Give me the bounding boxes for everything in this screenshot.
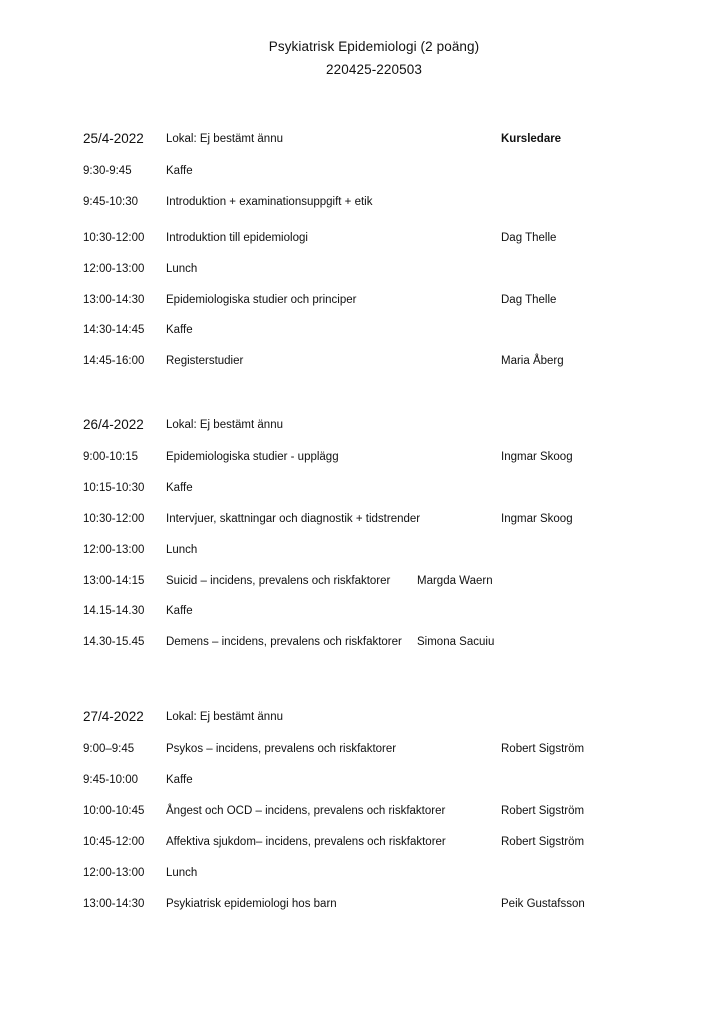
session-time: 10:15-10:30 xyxy=(83,482,145,494)
session-activity: Kaffe xyxy=(166,165,193,177)
schedule-row xyxy=(0,228,715,248)
session-leader: Dag Thelle xyxy=(501,294,557,306)
day-header xyxy=(0,707,715,727)
session-leader: Robert Sigström xyxy=(501,836,585,848)
schedule-row xyxy=(0,540,715,560)
session-leader: Simona Sacuiu xyxy=(417,636,495,648)
schedule-row xyxy=(0,290,715,310)
session-activity: Psykos – incidens, prevalens och riskfaktorer xyxy=(166,743,397,755)
day-date: 25/4-2022 xyxy=(83,131,144,146)
day-location: Lokal: Ej bestämt ännu xyxy=(166,133,283,145)
leader-column-header: Kursledare xyxy=(501,133,562,145)
session-activity: Lunch xyxy=(166,867,198,879)
session-activity: Lunch xyxy=(166,544,198,556)
schedule-row xyxy=(0,863,715,883)
schedule-row xyxy=(0,632,715,652)
session-leader: Margda Waern xyxy=(417,575,493,587)
session-activity: Kaffe xyxy=(166,482,193,494)
schedule-row xyxy=(0,894,715,914)
session-activity: Intervjuer, skattningar och diagnostik + tidstrender xyxy=(166,513,421,525)
session-time: 10:00-10:45 xyxy=(83,805,145,817)
session-activity: Introduktion + examinationsuppgift + etik xyxy=(166,196,373,208)
session-time: 12:00-13:00 xyxy=(83,867,145,879)
document-title: Psykiatrisk Epidemiologi (2 poäng) xyxy=(268,39,480,54)
schedule-row xyxy=(0,320,715,340)
document-period: 220425-220503 xyxy=(326,62,422,77)
schedule-row xyxy=(0,161,715,181)
schedule-row xyxy=(0,801,715,821)
schedule-row xyxy=(0,478,715,498)
session-activity: Kaffe xyxy=(166,324,193,336)
schedule-row xyxy=(0,259,715,279)
day-location: Lokal: Ej bestämt ännu xyxy=(166,711,283,723)
schedule-row xyxy=(0,447,715,467)
day-date: 26/4-2022 xyxy=(83,417,144,432)
session-time: 9:00-10:15 xyxy=(83,451,138,463)
session-leader: Ingmar Skoog xyxy=(501,451,573,463)
schedule-row xyxy=(0,571,715,591)
session-time: 9:45-10:30 xyxy=(83,196,138,208)
schedule-row xyxy=(0,601,715,621)
session-activity: Psykiatrisk epidemiologi hos barn xyxy=(166,898,337,910)
session-time: 14.30-15.45 xyxy=(83,636,145,648)
session-leader: Dag Thelle xyxy=(501,232,557,244)
session-time: 9:00–9:45 xyxy=(83,743,135,755)
session-time: 14:45-16:00 xyxy=(83,355,145,367)
session-activity: Registerstudier xyxy=(166,355,244,367)
schedule-row xyxy=(0,509,715,529)
session-activity: Introduktion till epidemiologi xyxy=(166,232,308,244)
session-activity: Suicid – incidens, prevalens och riskfaktorer xyxy=(166,575,391,587)
day-location: Lokal: Ej bestämt ännu xyxy=(166,419,283,431)
session-time: 10:30-12:00 xyxy=(83,513,145,525)
session-time: 13:00-14:30 xyxy=(83,898,145,910)
schedule-row xyxy=(0,739,715,759)
session-activity: Ångest och OCD – incidens, prevalens och riskfaktorer xyxy=(166,805,446,817)
session-activity: Epidemiologiska studier och principer xyxy=(166,294,357,306)
schedule-row xyxy=(0,832,715,852)
session-leader: Ingmar Skoog xyxy=(501,513,573,525)
session-time: 13:00-14:15 xyxy=(83,575,145,587)
session-activity: Affektiva sjukdom– incidens, prevalens och riskfaktorer xyxy=(166,836,446,848)
session-activity: Kaffe xyxy=(166,605,193,617)
session-time: 10:30-12:00 xyxy=(83,232,145,244)
session-activity: Kaffe xyxy=(166,774,193,786)
session-time: 9:45-10:00 xyxy=(83,774,138,786)
session-time: 12:00-13:00 xyxy=(83,263,145,275)
schedule-row xyxy=(0,192,715,212)
day-header xyxy=(0,415,715,435)
session-activity: Lunch xyxy=(166,263,198,275)
session-leader: Robert Sigström xyxy=(501,805,585,817)
schedule-row xyxy=(0,770,715,790)
session-time: 14.15-14.30 xyxy=(83,605,145,617)
session-time: 14:30-14:45 xyxy=(83,324,145,336)
session-time: 9:30-9:45 xyxy=(83,165,132,177)
session-leader: Maria Åberg xyxy=(501,355,564,367)
session-time: 12:00-13:00 xyxy=(83,544,145,556)
session-leader: Robert Sigström xyxy=(501,743,585,755)
session-activity: Epidemiologiska studier - upplägg xyxy=(166,451,339,463)
day-header xyxy=(0,129,715,149)
session-leader: Peik Gustafsson xyxy=(501,898,585,910)
session-time: 10:45-12:00 xyxy=(83,836,145,848)
session-activity: Demens – incidens, prevalens och riskfaktorer xyxy=(166,636,402,648)
session-time: 13:00-14:30 xyxy=(83,294,145,306)
day-date: 27/4-2022 xyxy=(83,709,144,724)
schedule-row xyxy=(0,351,715,371)
